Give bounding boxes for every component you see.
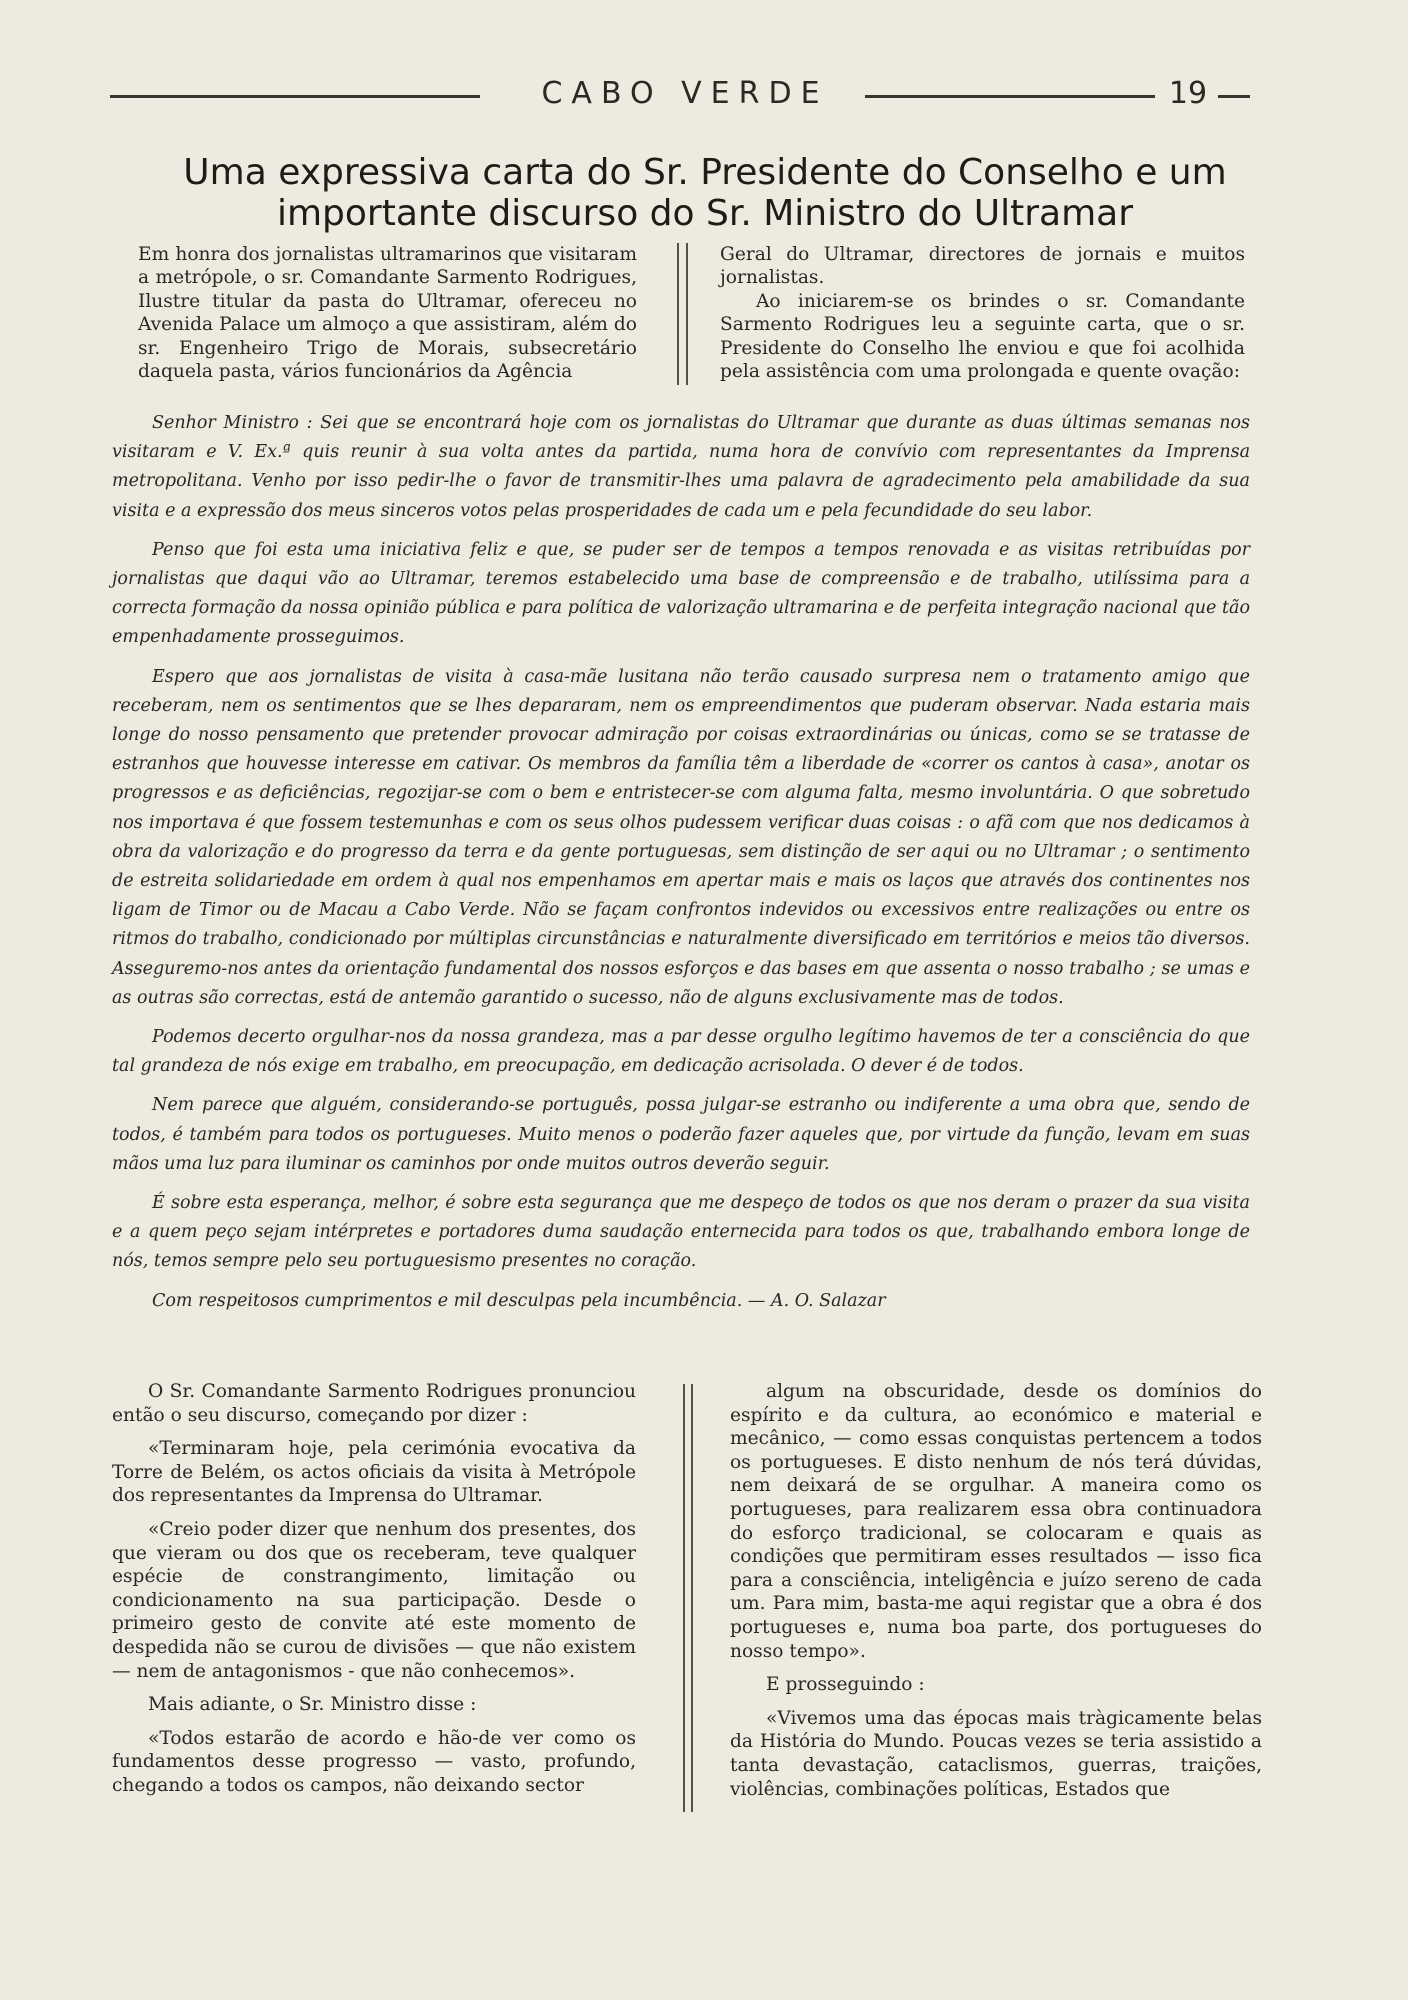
speech-paragraph: algum na obscuridade, desde os domínios do espírito e da cultura, ao económico e material e mecânico, — como essas conquistas pertencem a todos os portugueses. E disto nenhum de nós terá dúvidas, nem deixará de se orgulhar. A maneira como os portugueses, para realizarem essa obra continuadora do esforço tradicional, se colocaram e quais as condições que permitiram esses resultados — isso fica para a consciência, inteligência e juízo sereno de cada um. Para mim, basta-me aqui registar que a obra é dos portugueses e, numa boa parte, dos portugueses do nosso tempo».: [730, 1381, 1262, 1662]
speech-paragraph: «Terminaram hoje, pela cerimónia evocativa da Torre de Belém, os actos oficiais da visita à Metrópole dos representantes da Imprensa do Ultramar.: [112, 1438, 636, 1507]
journal-name: CABO VERDE: [541, 76, 829, 111]
letter-paragraph: É sobre esta esperança, melhor, é sobre esta segurança que me despeço de todos os que nos deram o prazer da sua visita e a quem peço sejam intérpretes e portadores duma saudação enternecida para todos os que, trabalhando embora longe de nós, temos sempre pelo seu portuguesismo presentes no coração.: [112, 1193, 1250, 1272]
letter-paragraph: Senhor Ministro : Sei que se encontrará hoje com os jornalistas do Ultramar que durante as duas últimas semanas nos visitaram e V. Ex.ª quis reunir à sua volta antes da partida, numa hora de convívio com representantes da Imprensa metropolitana. Venho por isso pedir-lhe o favor de transmitir-lhes uma palavra de agradecimento pela amabilidade da sua visita e a expressão dos meus sinceros votos pelas prosperidades de cada um e pela fecundidade do seu labor.: [112, 413, 1250, 521]
headline-line-1: Uma expressiva carta do Sr. Presidente do Conselho e um: [183, 152, 1227, 193]
column-divider: [677, 243, 679, 385]
header-rule-right: [865, 95, 1155, 98]
column-divider: [683, 1384, 685, 1812]
intro-right-column: [720, 243, 1245, 383]
speech-paragraph: «Todos estarão de acordo e hão-de ver como os fundamentos desse progresso — vasto, profundo, chegando a todos os campos, não deixando sector: [112, 1727, 636, 1796]
speech-paragraph: «Vivemos uma das épocas mais tràgicamente belas da História do Mundo. Poucas vezes se teria assistido a tanta devastação, cataclismos, guerras, traições, violências, combinações políticas, Estados que: [730, 1707, 1262, 1800]
intro-left-column: [138, 243, 637, 383]
intro-paragraph: Geral do Ultramar, directores de jornais e muitos jornalistas.: [720, 244, 1245, 289]
article-headline: [160, 152, 1250, 234]
letter-paragraph: Espero que aos jornalistas de visita à casa-mãe lusitana não terão causado surpresa nem o tratamento amigo que receberam, nem os sentimentos que se lhes depararam, nem os empreendimentos que puderam observar. Nada estaria mais longe do nosso pensamento que pretender provocar admiração por coisas extraordinárias ou únicas, como se se tratasse de estranhos que houvesse interesse em cativar. Os membros da família têm a liberdade de «correr os cantos à casa», anotar os progressos e as deficiências, regozijar-se com o bem e entristecer-se com alguma falta, mesmo involuntária. O que sobretudo nos importava é que fossem testemunhas e com os seus olhos pudessem verificar duas coisas : o afã com que nos dedicamos à obra da valorização e do progresso da terra e da gente portuguesas, sem distinção de ser aqui ou no Ultramar ; o sentimento de estreita solidariedade em ordem à qual nos empenhamos em apertar mais e mais os laços que através dos continentes nos ligam de Timor ou de Macau a Cabo Verde. Não se façam confrontos indevidos ou excessivos entre realizações ou entre os ritmos do trabalho, condicionado por múltiplas circunstâncias e naturalmente diversificado em territórios e meios tão diversos. Asseguremo-nos antes da orientação fundamental dos nossos esforços e das bases em que assenta o nosso trabalho ; se umas e as outras são correctas, está de antemão garantido o sucesso, não de alguns exclusivamente mas de todos.: [112, 666, 1250, 1008]
header-rule-left: [110, 95, 480, 98]
speech-paragraph: «Creio poder dizer que nenhum dos presentes, dos que vieram ou dos que os receberam, teve qualquer espécie de constrangimento, limitação ou condicionamento na sua participação. Desde o primeiro gesto de convite até este momento de despedida não se curou de divisões — que não existem — nem de antagonismos - que não conhecemos».: [112, 1518, 636, 1682]
running-header: [100, 72, 1250, 118]
speech-paragraph: Mais adiante, o Sr. Ministro disse :: [148, 1694, 477, 1716]
speech-paragraph: E prosseguindo :: [766, 1674, 925, 1696]
speech-right-column: [730, 1380, 1262, 1811]
headline-line-2: importante discurso do Sr. Ministro do Ultramar: [276, 193, 1134, 234]
speech-left-column: [112, 1380, 636, 1808]
letter-signoff: Com respeitosos cumprimentos e mil desculpas pela incumbência. — A. O. Salazar: [152, 1290, 886, 1311]
column-divider: [691, 1384, 693, 1812]
letter-paragraph: Nem parece que alguém, considerando-se português, possa julgar-se estranho ou indiferente a uma obra que, sendo de todos, é também para todos os portugueses. Muito menos o poderão fazer aqueles que, por virtude da função, levam em suas mãos uma luz para iluminar os caminhos por onde muitos outros deverão seguir.: [112, 1095, 1250, 1174]
letter-paragraph: Penso que foi esta uma iniciativa feliz e que, se puder ser de tempos a tempos renovada e as visitas retribuídas por jornalistas que daqui vão ao Ultramar, teremos estabelecido uma base de compreensão e de trabalho, utilíssima para a correcta formação da nossa opinião pública e para política de valorização ultramarina e de perfeita integração nacional que tão empenhadamente prosseguimos.: [112, 539, 1250, 648]
page-number: 19: [1168, 76, 1208, 111]
letter-paragraph: Podemos decerto orgulhar-nos da nossa grandeza, mas a par desse orgulho legítimo havemos de ter a consciência do que tal grandeza de nós exige em trabalho, em preocupação, em dedicação acrisolada. O dever é de todos.: [112, 1027, 1250, 1077]
column-divider: [686, 243, 688, 385]
intro-paragraph: Em honra dos jornalistas ultramarinos que visitaram a metrópole, o sr. Comandante Sarmento Rodrigues, Ilustre titular da pasta do Ultramar, ofereceu no Avenida Palace um almoço a que assistiram, além do sr. Engenheiro Trigo de Morais, subsecretário daquela pasta, vários funcionários da Agência: [138, 244, 637, 383]
intro-paragraph: Ao iniciarem-se os brindes o sr. Comandante Sarmento Rodrigues leu a seguinte carta, que o sr. Presidente do Conselho lhe enviou e que foi acolhida pela assistência com uma prolongada e quente ovação:: [720, 290, 1245, 383]
speech-paragraph: O Sr. Comandante Sarmento Rodrigues pronunciou então o seu discurso, começando por dizer :: [112, 1381, 636, 1426]
salazar-letter: [112, 409, 1250, 1326]
header-rule-tail: [1218, 95, 1250, 98]
